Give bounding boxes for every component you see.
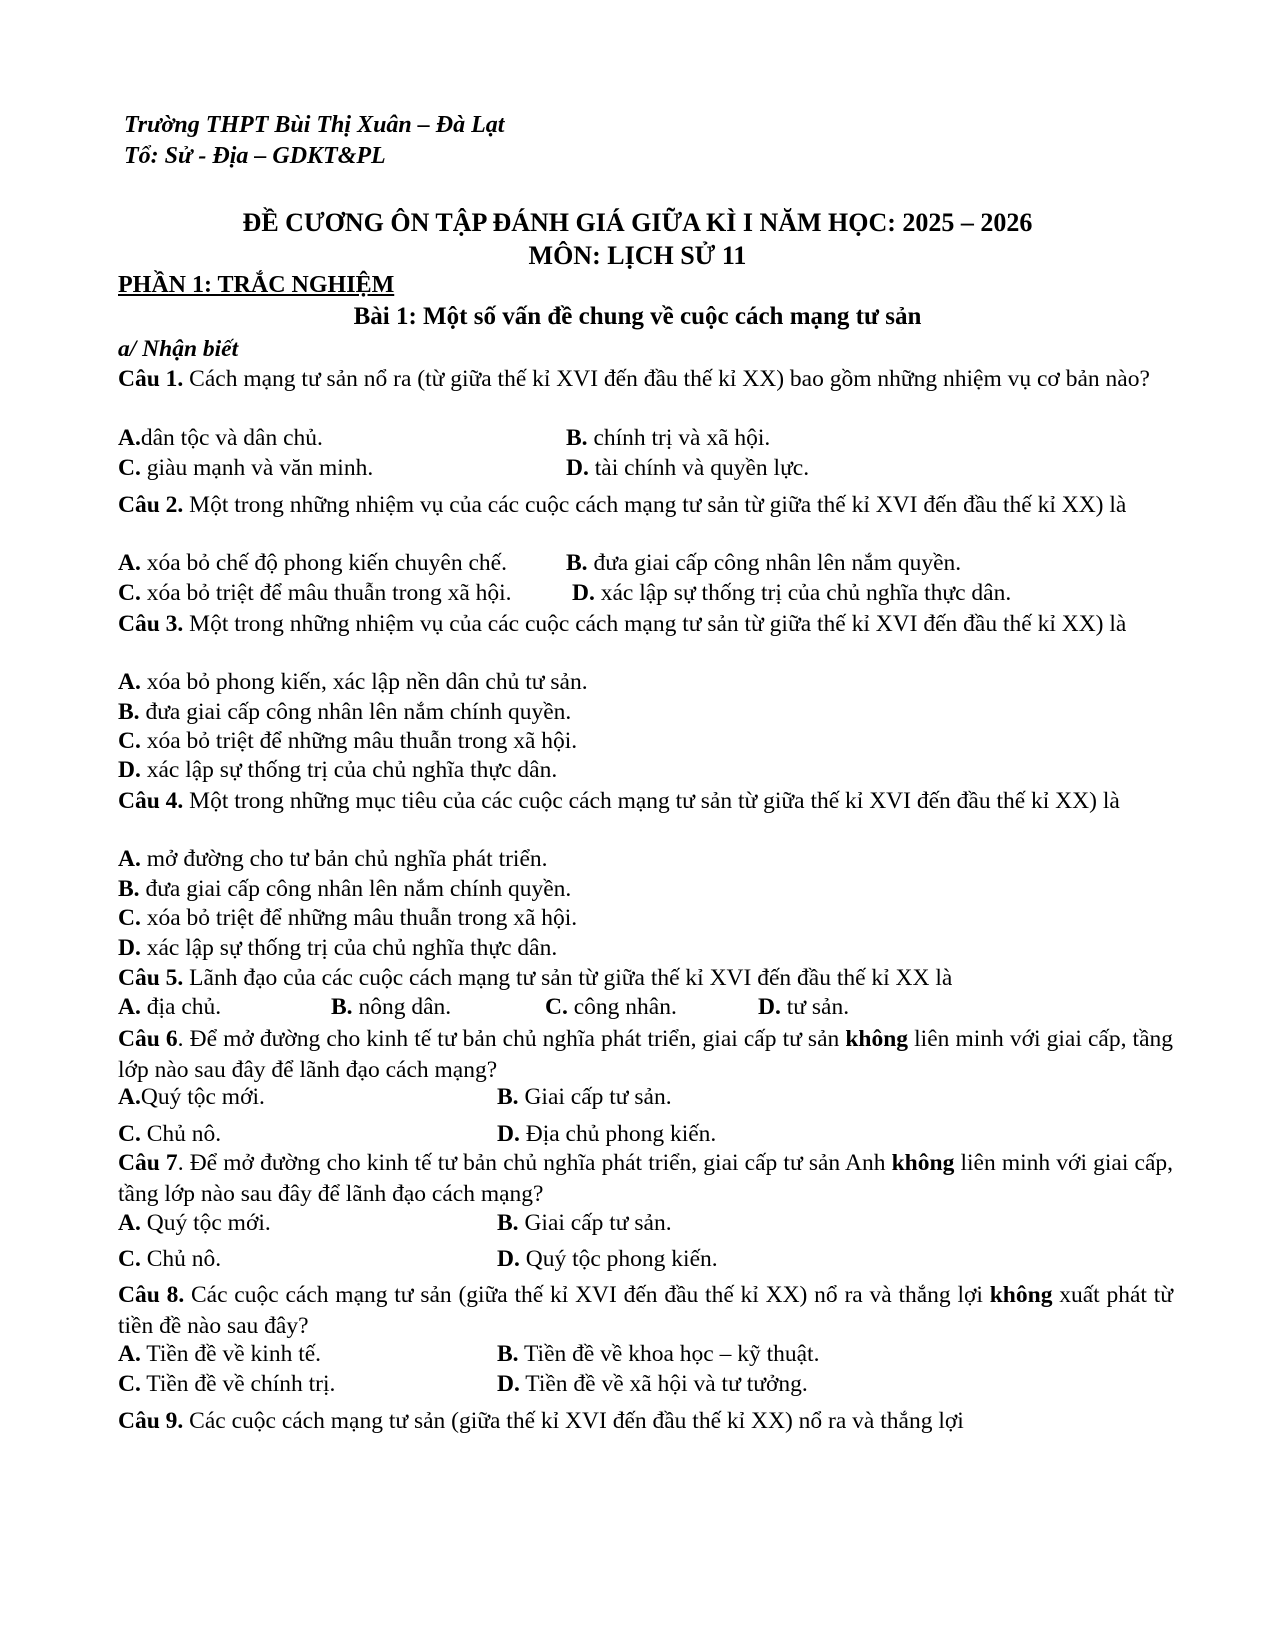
question-6: Câu 6. Để mở đường cho kinh tế tư bản chủ nghĩa phát triển, giai cấp tư sản không liên minh với giai cấp, tầng lớp nào sau đây để lãnh đạo cách mạng? — [118, 1026, 1174, 1083]
option-b: B. Giai cấp tư sản. — [497, 1210, 672, 1236]
question-4 — [118, 786, 1173, 817]
option-b: B. nông dân. — [331, 994, 452, 1020]
question-stem: Một trong những nhiệm vụ của các cuộc cách mạng tư sản từ giữa thế kỉ XVI đến đầu thế kỉ XX) là — [183, 611, 1127, 637]
option-d: D. Địa chủ phong kiến. — [497, 1121, 717, 1147]
question-stem: Các cuộc cách mạng tư sản (giữa thế kỉ XVI đến đầu thế kỉ XX) nổ ra và thắng lợi — [183, 1408, 964, 1434]
part-heading: PHẦN 1: TRẮC NGHIỆM — [118, 272, 395, 298]
question-label: Câu 9. — [118, 1408, 184, 1434]
document-title: ĐỀ CƯƠNG ÔN TẬP ĐÁNH GIÁ GIỮA KÌ I NĂM HỌC: 2025 – 2026 — [242, 208, 1033, 237]
option-b: B. đưa giai cấp công nhân lên nắm chính quyền. — [118, 876, 572, 902]
question-stem: Một trong những nhiệm vụ của các cuộc cách mạng tư sản từ giữa thế kỉ XVI đến đầu thế kỉ XX) là — [183, 492, 1127, 518]
option-c: C. Chủ nô. — [118, 1246, 222, 1272]
option-b: B. đưa giai cấp công nhân lên nắm quyền. — [566, 550, 962, 576]
option-d: D. Tiền đề về xã hội và tư tưởng. — [497, 1371, 808, 1397]
option-a: A. xóa bỏ chế độ phong kiến chuyên chế. — [118, 550, 507, 576]
question-2 — [118, 490, 1173, 521]
question-3 — [118, 609, 1173, 640]
question-label: Câu 3. — [118, 611, 184, 637]
option-c: C. Tiền đề về chính trị. — [118, 1371, 336, 1397]
option-d: D. tài chính và quyền lực. — [566, 455, 810, 481]
question-label: Câu 6 — [118, 1026, 178, 1052]
question-label: Câu 2. — [118, 492, 184, 518]
question-label: Câu 5. — [118, 965, 184, 991]
lesson-heading: Bài 1: Một số vấn đề chung về cuộc cách mạng tư sản — [353, 303, 922, 330]
department-name: Tổ: Sử - Địa – GDKT&PL — [124, 143, 386, 169]
keyword-khong: không — [845, 1026, 909, 1052]
question-label: Câu 4. — [118, 788, 184, 814]
question-stem: Cách mạng tư sản nổ ra (từ giữa thế kỉ XVI đến đầu thế kỉ XX) bao gồm những nhiệm vụ cơ bản nào? — [183, 366, 1150, 392]
option-a: A. Tiền đề về kinh tế. — [118, 1341, 322, 1367]
keyword-khong: không — [891, 1150, 955, 1176]
question-label: Câu 8. — [118, 1282, 185, 1308]
option-c: C. xóa bỏ triệt để những mâu thuẫn trong xã hội. — [118, 905, 578, 931]
keyword-khong: không — [989, 1282, 1053, 1308]
option-b: B. chính trị và xã hội. — [566, 425, 771, 451]
option-d: D. xác lập sự thống trị của chủ nghĩa thực dân. — [572, 580, 1012, 606]
option-c: C. xóa bỏ triệt để mâu thuẫn trong xã hội. — [118, 580, 512, 606]
option-c: C. giàu mạnh và văn minh. — [118, 455, 374, 481]
option-c: C. xóa bỏ triệt để những mâu thuẫn trong xã hội. — [118, 728, 578, 754]
option-b: B. đưa giai cấp công nhân lên nắm chính quyền. — [118, 699, 572, 725]
option-d: D. tư sản. — [758, 994, 850, 1020]
question-1 — [118, 364, 1173, 395]
school-name: Trường THPT Bùi Thị Xuân – Đà Lạt — [124, 112, 505, 138]
option-b: B. Tiền đề về khoa học – kỹ thuật. — [497, 1341, 820, 1367]
option-b: B. Giai cấp tư sản. — [497, 1084, 672, 1110]
question-5 — [118, 963, 1173, 994]
question-stem: Lãnh đạo của các cuộc cách mạng tư sản từ giữa thế kỉ XVI đến đầu thế kỉ XX là — [183, 965, 953, 991]
option-d: D. Quý tộc phong kiến. — [497, 1246, 718, 1272]
option-d: D. xác lập sự thống trị của chủ nghĩa thực dân. — [118, 935, 558, 961]
option-a: A. Quý tộc mới. — [118, 1210, 271, 1236]
subject-title: MÔN: LỊCH SỬ 11 — [528, 241, 747, 270]
option-c: C. công nhân. — [545, 994, 677, 1020]
option-a: A. địa chủ. — [118, 994, 222, 1020]
option-c: C. Chủ nô. — [118, 1121, 222, 1147]
question-label: Câu 7 — [118, 1150, 178, 1176]
question-9 — [118, 1406, 1173, 1437]
question-stem: Một trong những mục tiêu của các cuộc cách mạng tư sản từ giữa thế kỉ XVI đến đầu thế kỉ XX) là — [183, 788, 1120, 814]
option-d: D. xác lập sự thống trị của chủ nghĩa thực dân. — [118, 757, 558, 783]
option-a: A.Quý tộc mới. — [118, 1084, 265, 1110]
question-8: Câu 8. Các cuộc cách mạng tư sản (giữa thế kỉ XVI đến đầu thế kỉ XX) nổ ra và thắng lợi không xuất phát từ tiền đề nào sau đây? — [118, 1282, 1173, 1339]
question-7: Câu 7. Để mở đường cho kinh tế tư bản chủ nghĩa phát triển, giai cấp tư sản Anh không liên minh với giai cấp, tầng lớp nào sau đây để lãnh đạo cách mạng? — [118, 1150, 1173, 1207]
option-a: A.dân tộc và dân chủ. — [118, 425, 323, 451]
option-a: A. xóa bỏ phong kiến, xác lập nền dân chủ tư sản. — [118, 669, 588, 695]
question-label: Câu 1. — [118, 366, 184, 392]
option-a: A. mở đường cho tư bản chủ nghĩa phát triển. — [118, 846, 548, 872]
level-heading: a/ Nhận biết — [118, 336, 239, 362]
